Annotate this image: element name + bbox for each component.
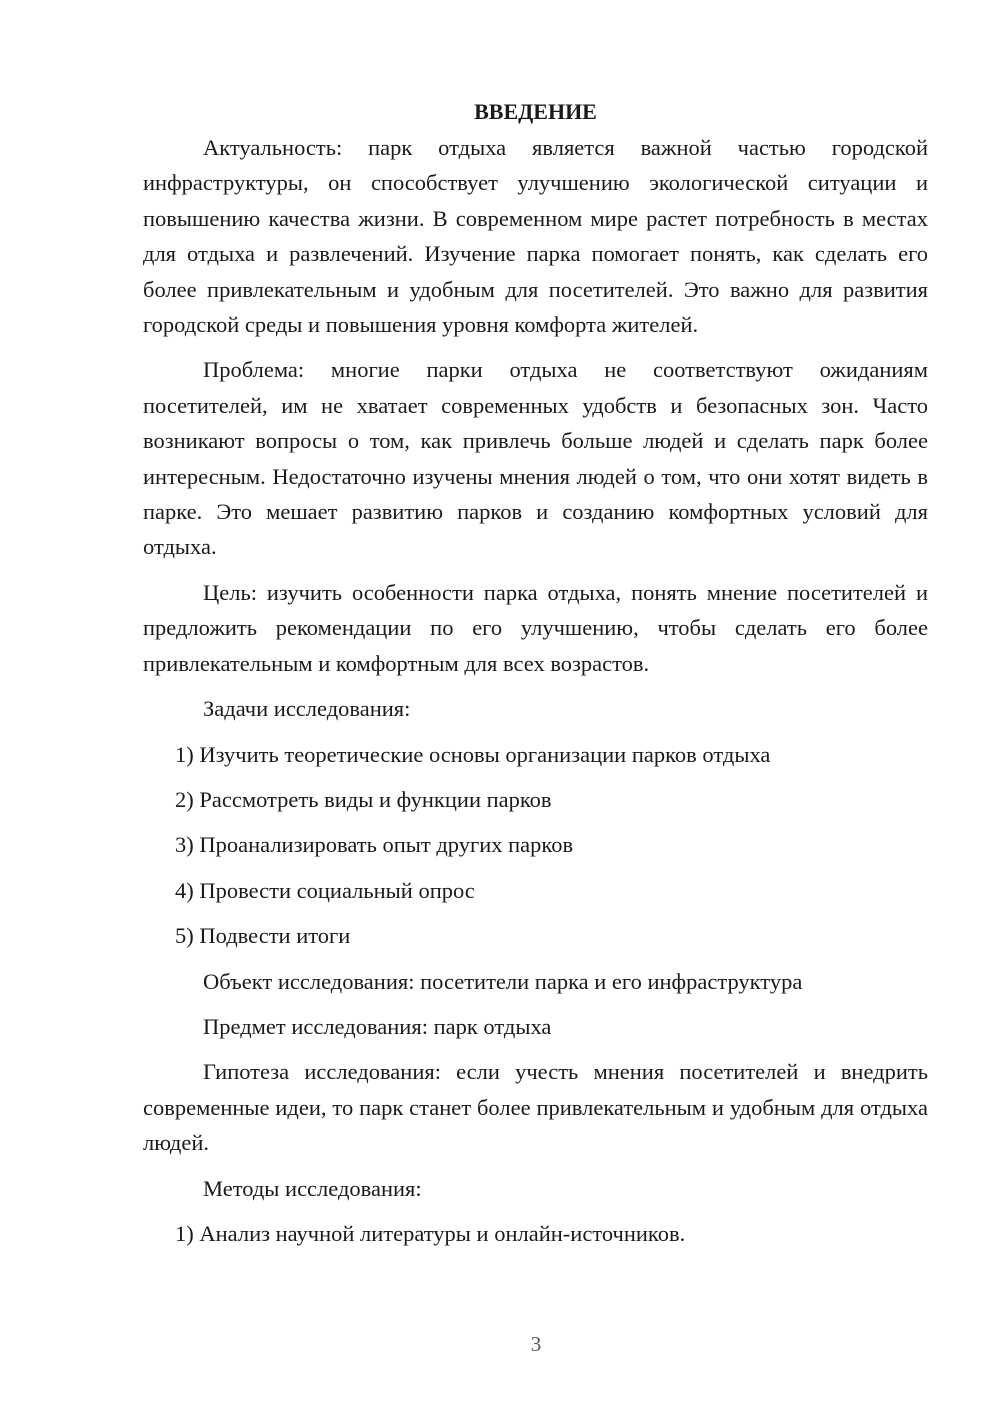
tasks-list xyxy=(143,737,928,954)
task-item: 1) Изучить теоретические основы организации парков отдыха xyxy=(175,741,771,767)
paragraph-problem: Проблема: многие парки отдыха не соответствуют ожиданиям посетителей, им не хватает современных удобств и безопасных зон. Часто возникают вопросы о том, как привлечь больше людей и сделать парк более интересным. Недостаточно изучены мнения людей о том, что они хотят видеть в парке. Это мешает развитию парков и созданию комфортных условий для отдыха. xyxy=(143,357,928,560)
paragraph-relevance: Актуальность: парк отдыха является важной частью городской инфраструктуры, он способствует улучшению экологической ситуации и повышению качества жизни. В современном мире растет потребность в местах для отдыха и развлечений. Изучение парка помогает понять, как сделать его более привлекательным и удобным для посетителей. Это важно для развития городской среды и повышения уровня комфорта жителей. xyxy=(143,135,928,338)
page-number: 3 xyxy=(530,1332,542,1356)
task-item: 5) Подвести итоги xyxy=(175,923,351,949)
method-item: 1) Анализ научной литературы и онлайн-источников. xyxy=(175,1220,686,1246)
paragraph-goal: Цель: изучить особенности парка отдыха, понять мнение посетителей и предложить рекомендации по его улучшению, чтобы сделать его более привлекательным и комфортным для всех возрастов. xyxy=(143,579,928,676)
page-content xyxy=(143,96,928,1261)
paragraph-hypothesis: Гипотеза исследования: если учесть мнения посетителей и внедрить современные идеи, то парк станет более привлекательным и удобным для отдыха людей. xyxy=(143,1059,928,1156)
methods-list xyxy=(143,1216,928,1251)
task-item: 3) Проанализировать опыт других парков xyxy=(175,832,574,858)
tasks-title: Задачи исследования: xyxy=(203,696,411,722)
task-item: 4) Провести социальный опрос xyxy=(175,877,475,903)
methods-title: Методы исследования: xyxy=(203,1175,422,1201)
task-item: 2) Рассмотреть виды и функции парков xyxy=(175,786,552,812)
paragraph-object: Объект исследования: посетители парка и его инфраструктура xyxy=(203,968,803,994)
section-heading: ВВЕДЕНИЕ xyxy=(474,99,597,124)
paragraph-subject: Предмет исследования: парк отдыха xyxy=(203,1013,552,1039)
